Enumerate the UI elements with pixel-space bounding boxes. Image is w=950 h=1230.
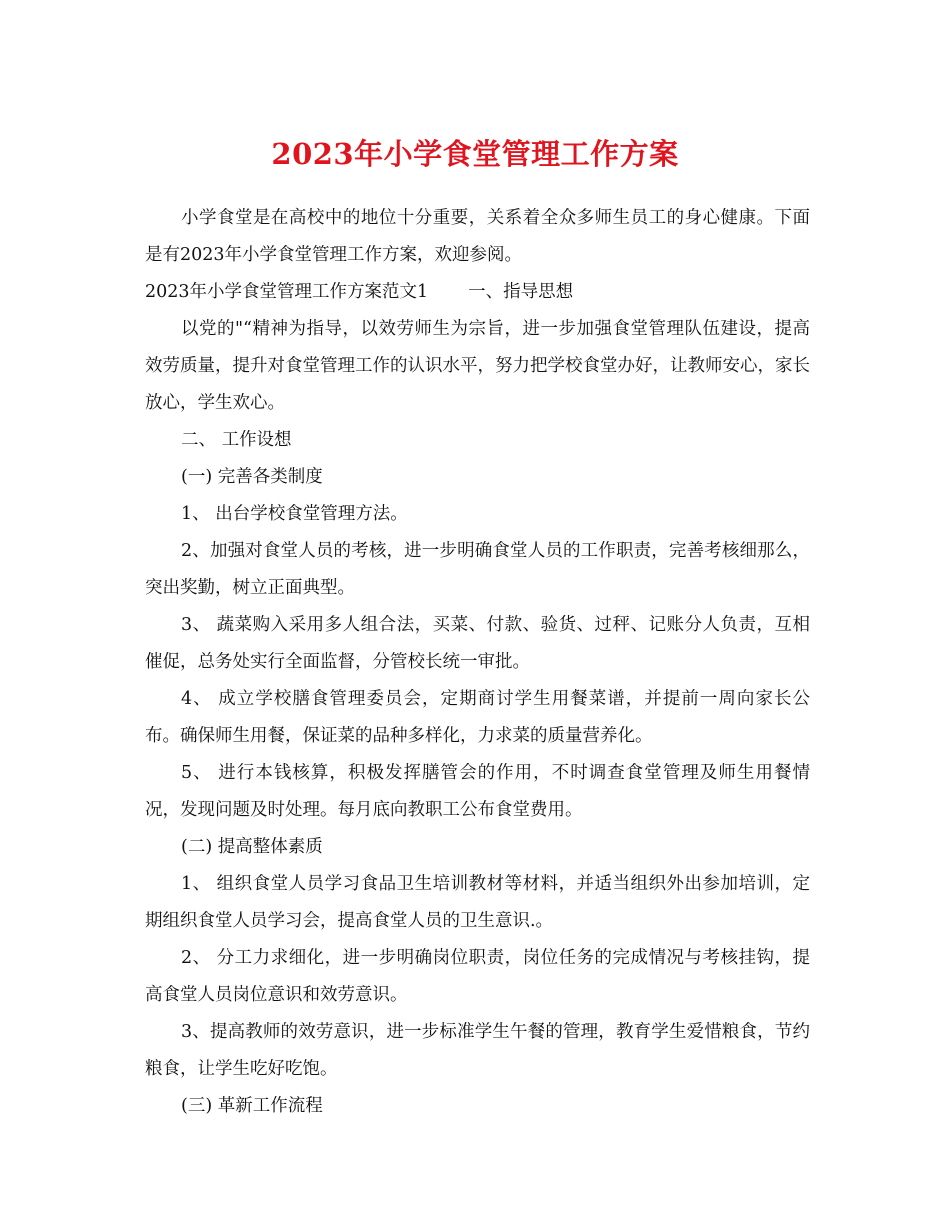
sub2-item: 1、 组织食堂人员学习食品卫生培训教材等材料，并适当组织外出参加培训，定期组织食堂人员学习会，提高食堂人员的卫生意识.。 [145, 874, 810, 931]
sub2-heading: (二) 提高整体素质 [181, 837, 323, 857]
section1-heading: 一、指导思想 [468, 282, 574, 302]
sub2-item: 2、 分工力求细化，进一步明确岗位职责，岗位任务的完成情况与考核挂钩，提高食堂人员岗位意识和效劳意识。 [145, 948, 810, 1005]
document-body [145, 200, 810, 1125]
sub1-item: 2、加强对食堂人员的考核，进一步明确食堂人员的工作职责，完善考核细那么，突出奖勤，树立正面典型。 [145, 541, 810, 598]
intro-paragraph: 小学食堂是在高校中的地位十分重要，关系着全众多师生员工的身心健康。下面是有2023年小学食堂管理工作方案，欢迎参阅。 [145, 208, 810, 265]
sub1-item: 1、 出台学校食堂管理方法。 [181, 504, 408, 524]
sample-heading-line [145, 274, 810, 311]
sub3-heading: (三) 革新工作流程 [181, 1096, 323, 1116]
sub2-item: 3、提高教师的效劳意识，进一步标准学生午餐的管理，教育学生爱惜粮食，节约粮食，让学生吃好吃饱。 [145, 1022, 810, 1079]
section1-paragraph: 以党的"“精神为指导，以效劳师生为宗旨，进一步加强食堂管理队伍建设，提高效劳质量，提升对食堂管理工作的认识水平，努力把学校食堂办好，让教师安心，家长放心，学生欢心。 [145, 319, 810, 413]
sub1-item: 3、 蔬菜购入采用多人组合法，买菜、付款、验货、过秤、记账分人负责，互相催促，总务处实行全面监督，分管校长统一审批。 [145, 615, 810, 672]
section2-heading: 二、 工作设想 [181, 430, 292, 450]
sample-heading: 2023年小学食堂管理工作方案范文1 [145, 282, 429, 302]
document-title: 2023年小学食堂管理工作方案 [271, 137, 679, 171]
sub1-heading: (一) 完善各类制度 [181, 467, 323, 487]
sub1-item: 4、 成立学校膳食管理委员会，定期商讨学生用餐菜谱，并提前一周向家长公布。确保师生用餐，保证菜的品种多样化，力求菜的质量营养化。 [145, 689, 810, 746]
sub1-item: 5、 进行本钱核算，积极发挥膳管会的作用，不时调查食堂管理及师生用餐情况，发现问题及时处理。每月底向教职工公布食堂费用。 [145, 763, 810, 820]
